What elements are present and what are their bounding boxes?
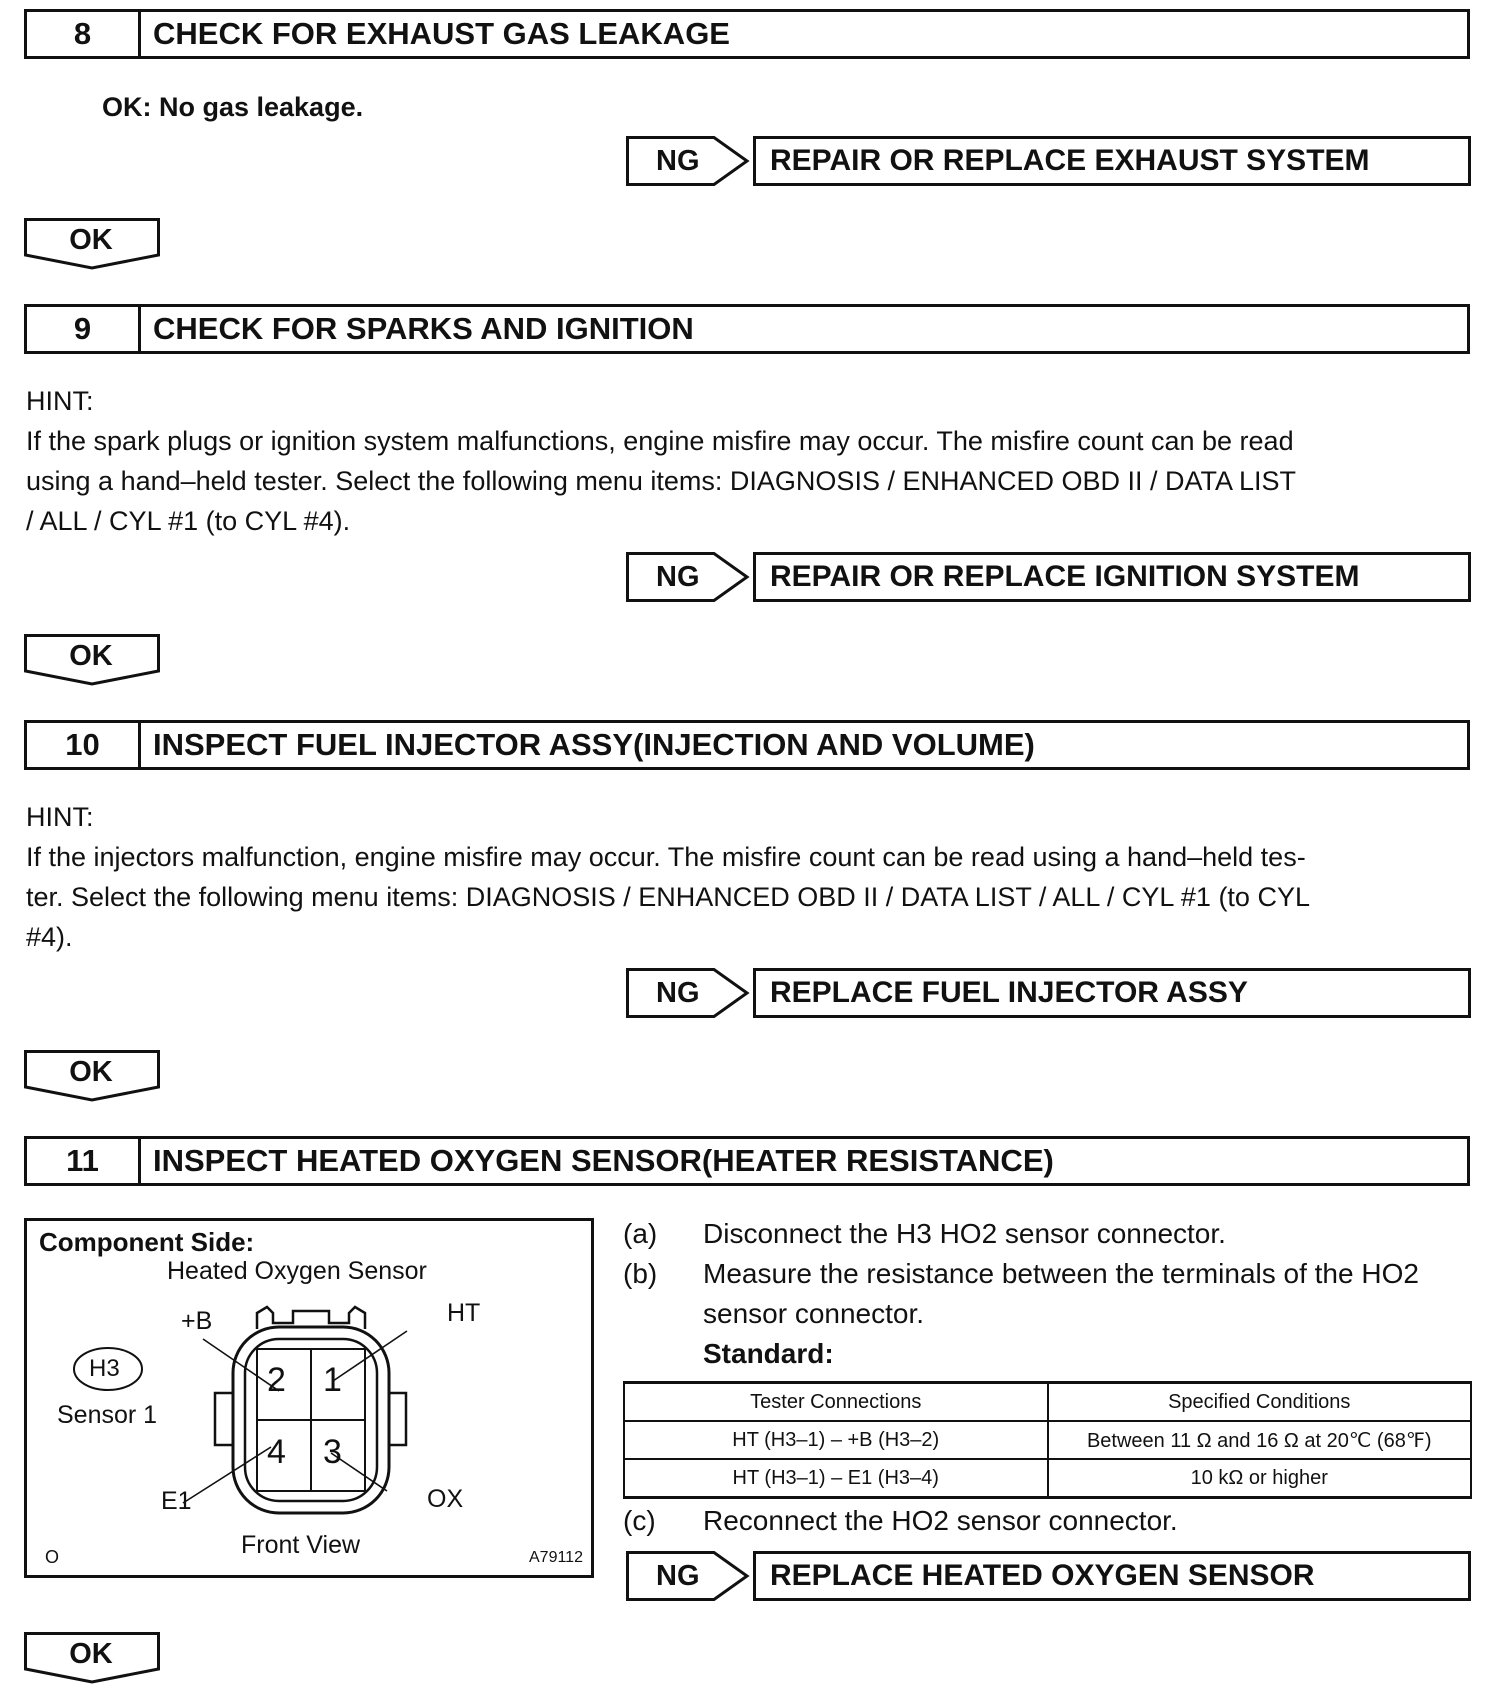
step-number: 11 (27, 1139, 141, 1183)
item-letter: (c) (623, 1505, 656, 1536)
ng-result: REPAIR OR REPLACE EXHAUST SYSTEM (753, 136, 1471, 186)
hint-line: If the injectors malfunction, engine misfire may occur. The misfire count can be read using a hand–held tes- (26, 842, 1306, 872)
front-view-label: Front View (241, 1531, 361, 1559)
ok-arrow (24, 634, 162, 686)
terminal-ht-label: HT (447, 1299, 481, 1327)
ng-result: REPLACE FUEL INJECTOR ASSY (753, 968, 1471, 1018)
ok-label: OK (69, 224, 113, 256)
ok-arrow (24, 1632, 162, 1684)
step-title: CHECK FOR EXHAUST GAS LEAKAGE (153, 16, 730, 51)
item-text: sensor connector. (703, 1298, 925, 1329)
hint-line: ter. Select the following menu items: DIAGNOSIS / ENHANCED OBD II / DATA LIST / ALL / CYL #1 (to CYL (26, 882, 1310, 912)
corner-mark: O (45, 1547, 60, 1567)
ok-condition: OK: No gas leakage. (102, 92, 364, 122)
hint-line: using a hand–held tester. Select the following menu items: DIAGNOSIS / ENHANCED OBD II / DATA LIST (26, 466, 1297, 496)
step-title: CHECK FOR SPARKS AND IGNITION (153, 311, 694, 346)
step-9-header (24, 304, 1470, 354)
item-letter: (a) (623, 1218, 658, 1249)
step-title: INSPECT HEATED OXYGEN SENSOR(HEATER RESISTANCE) (153, 1143, 1054, 1178)
ok-arrow (24, 1050, 162, 1102)
terminal-e1-label: E1 (161, 1487, 192, 1515)
ng-label: NG (656, 561, 700, 593)
step-11-header (24, 1136, 1470, 1186)
standard-label: Standard: (703, 1338, 834, 1369)
ng-arrow-box (626, 1551, 750, 1601)
ok-label: OK (69, 640, 113, 672)
ng-arrow-box (626, 136, 750, 186)
component-side-label: Component Side: (39, 1227, 255, 1257)
table-cell: Between 11 Ω and 16 Ω at 20℃ (68℉) (1048, 1421, 1472, 1459)
pin-2-label: 2 (267, 1361, 286, 1399)
pin-4-label: 4 (267, 1433, 286, 1471)
figure-code: A79112 (529, 1549, 583, 1566)
step-number: 9 (27, 307, 141, 351)
terminal-ox-label: OX (427, 1485, 464, 1513)
hint-line: / ALL / CYL #1 (to CYL #4). (26, 506, 351, 536)
ng-label: NG (656, 1560, 700, 1592)
ng-arrow-box (626, 968, 750, 1018)
step-number: 8 (27, 12, 141, 56)
ok-label: OK (69, 1056, 113, 1088)
step-number: 10 (27, 723, 141, 767)
spec-table (623, 1381, 1472, 1499)
ok-label: OK (69, 1638, 113, 1670)
sensor-number-label: Sensor 1 (57, 1401, 158, 1429)
pin-3-label: 3 (323, 1433, 342, 1471)
table-header-row (624, 1383, 1471, 1422)
pin-1-label: 1 (323, 1361, 342, 1399)
item-text: Measure the resistance between the terminals of the HO2 (703, 1258, 1419, 1289)
table-cell: HT (H3–1) – +B (H3–2) (624, 1421, 1048, 1459)
item-letter: (b) (623, 1258, 658, 1289)
step-10-header (24, 720, 1470, 770)
step-title: INSPECT FUEL INJECTOR ASSY(INJECTION AND VOLUME) (153, 727, 1035, 762)
connector-diagram (24, 1218, 594, 1578)
item-text: Disconnect the H3 HO2 sensor connector. (703, 1218, 1226, 1249)
table-header: Specified Conditions (1048, 1383, 1472, 1422)
hint-line: If the spark plugs or ignition system malfunctions, engine misfire may occur. The misfire count can be read (26, 426, 1294, 456)
terminal-plus-b-label: +B (181, 1307, 213, 1335)
table-row (624, 1459, 1471, 1498)
hint-block (26, 797, 1472, 957)
table-row (624, 1421, 1471, 1459)
ng-result: REPLACE HEATED OXYGEN SENSOR (753, 1551, 1471, 1601)
ng-label: NG (656, 977, 700, 1009)
hint-label: HINT: (26, 802, 94, 832)
step-8-header (24, 9, 1470, 59)
ng-label: NG (656, 145, 700, 177)
table-cell: 10 kΩ or higher (1048, 1459, 1472, 1498)
item-text: Reconnect the HO2 sensor connector. (703, 1505, 1178, 1536)
sensor-name-label: Heated Oxygen Sensor (167, 1257, 427, 1285)
hint-block (26, 381, 1472, 541)
hint-label: HINT: (26, 386, 94, 416)
hint-line: #4). (26, 922, 73, 952)
ng-arrow-box (626, 552, 750, 602)
ok-arrow (24, 218, 162, 270)
table-header: Tester Connections (624, 1383, 1048, 1422)
connector-id-label: H3 (89, 1355, 120, 1382)
table-cell: HT (H3–1) – E1 (H3–4) (624, 1459, 1048, 1498)
ng-result: REPAIR OR REPLACE IGNITION SYSTEM (753, 552, 1471, 602)
